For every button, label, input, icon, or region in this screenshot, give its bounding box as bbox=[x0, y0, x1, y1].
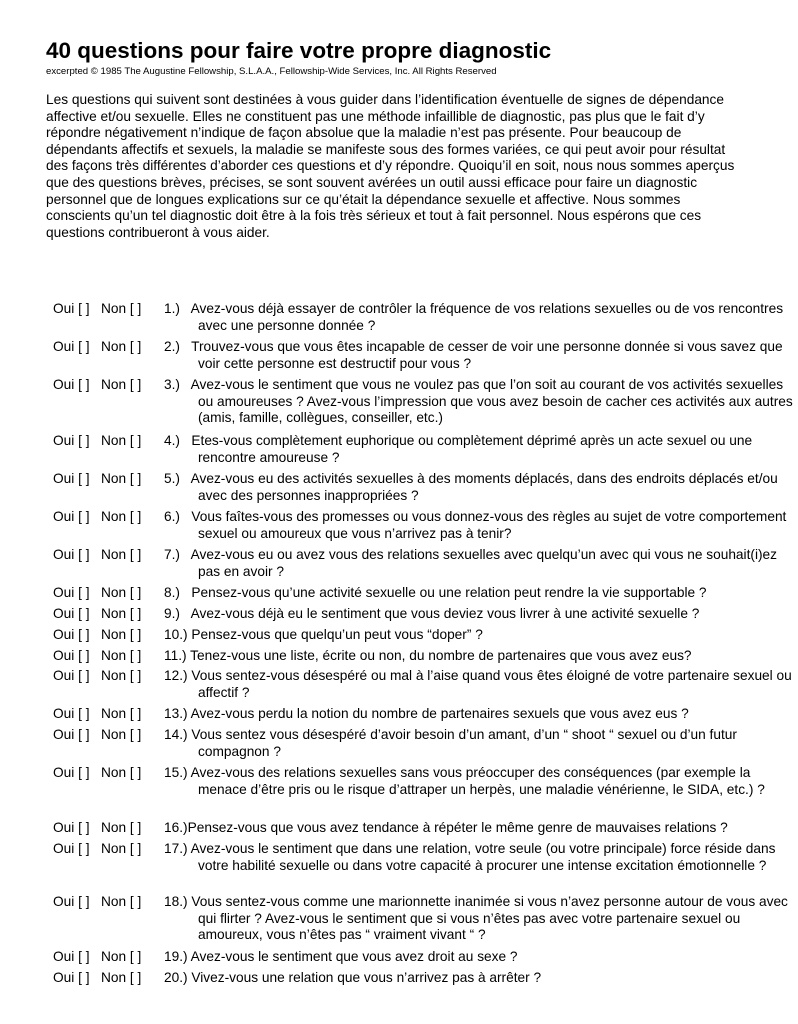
oui-checkbox[interactable]: Oui [ ] bbox=[53, 627, 90, 642]
question-text: 4.) Etes-vous complètement euphorique ou complètement déprimé après un acte sexuel ou une rencontre amoureuse ? bbox=[164, 433, 756, 465]
non-checkbox[interactable]: Non [ ] bbox=[101, 706, 142, 721]
question-row bbox=[0, 301, 791, 334]
question-text: 9.) Avez-vous déjà eu le sentiment que vous deviez vous livrer à une activité sexuelle ? bbox=[164, 606, 700, 621]
oui-checkbox[interactable]: Oui [ ] bbox=[53, 668, 90, 683]
oui-checkbox[interactable]: Oui [ ] bbox=[53, 648, 90, 663]
question-row bbox=[0, 339, 791, 372]
question-text: 2.) Trouvez-vous que vous êtes incapable de cesser de voir une personne donnée si vous savez que voir cette personne est destructif pour vous ? bbox=[164, 339, 787, 371]
question-row bbox=[0, 627, 791, 644]
non-checkbox[interactable]: Non [ ] bbox=[101, 606, 142, 621]
oui-checkbox[interactable]: Oui [ ] bbox=[53, 509, 90, 524]
question-row bbox=[0, 765, 791, 798]
non-checkbox[interactable]: Non [ ] bbox=[101, 648, 142, 663]
oui-checkbox[interactable]: Oui [ ] bbox=[53, 471, 90, 486]
question-text: 16.)Pensez-vous que vous avez tendance à répéter le même genre de mauvaises relations ? bbox=[164, 820, 728, 835]
question-row bbox=[0, 894, 791, 944]
question-row bbox=[0, 841, 791, 874]
question-row bbox=[0, 606, 791, 623]
question-text: 11.) Tenez-vous une liste, écrite ou non, du nombre de partenaires que vous avez eus? bbox=[164, 648, 692, 663]
question-text: 20.) Vivez-vous une relation que vous n’arrivez pas à arrêter ? bbox=[164, 970, 542, 985]
oui-checkbox[interactable]: Oui [ ] bbox=[53, 841, 90, 856]
question-text: 18.) Vous sentez-vous comme une marionnette inanimée si vous n’avez personne autour de vous avec qui flirter ? Avez-vous le sentiment que si vous n’êtes pas avec votre partenaire sexuel ou amoureux, vous n’êtes pas “ vraiment vivant “ ? bbox=[164, 894, 792, 943]
question-row bbox=[0, 727, 791, 760]
question-text: 8.) Pensez-vous qu’une activité sexuelle ou une relation peut rendre la vie supportable ? bbox=[164, 585, 707, 600]
copyright-notice: excerpted © 1985 The Augustine Fellowship, S.L.A.A., Fellowship-Wide Services, Inc. All Rights Reserved bbox=[46, 66, 497, 77]
non-checkbox[interactable]: Non [ ] bbox=[101, 820, 142, 835]
question-row bbox=[0, 433, 791, 466]
oui-checkbox[interactable]: Oui [ ] bbox=[53, 727, 90, 742]
question-row bbox=[0, 377, 797, 427]
non-checkbox[interactable]: Non [ ] bbox=[101, 471, 142, 486]
question-text: 14.) Vous sentez vous désespéré d’avoir besoin d’un amant, d’un “ shoot “ sexuel ou d’un futur compagnon ? bbox=[164, 727, 741, 759]
non-checkbox[interactable]: Non [ ] bbox=[101, 841, 142, 856]
non-checkbox[interactable]: Non [ ] bbox=[101, 585, 142, 600]
non-checkbox[interactable]: Non [ ] bbox=[101, 547, 142, 562]
oui-checkbox[interactable]: Oui [ ] bbox=[53, 765, 90, 780]
question-text: 12.) Vous sentez-vous désespéré ou mal à l’aise quand vous êtes éloigné de votre partenaire sexuel ou affectif ? bbox=[164, 668, 796, 700]
oui-checkbox[interactable]: Oui [ ] bbox=[53, 585, 90, 600]
non-checkbox[interactable]: Non [ ] bbox=[101, 627, 142, 642]
question-row bbox=[0, 706, 791, 723]
oui-checkbox[interactable]: Oui [ ] bbox=[53, 820, 90, 835]
oui-checkbox[interactable]: Oui [ ] bbox=[53, 606, 90, 621]
non-checkbox[interactable]: Non [ ] bbox=[101, 509, 142, 524]
non-checkbox[interactable]: Non [ ] bbox=[101, 727, 142, 742]
question-text: 7.) Avez-vous eu ou avez vous des relations sexuelles avec quelqu’un avec qui vous ne souhait(i)ez pas en avoir ? bbox=[164, 547, 781, 579]
question-text: 10.) Pensez-vous que quelqu’un peut vous “doper” ? bbox=[164, 627, 483, 642]
question-text: 13.) Avez-vous perdu la notion du nombre de partenaires sexuels que vous avez eus ? bbox=[164, 706, 689, 721]
oui-checkbox[interactable]: Oui [ ] bbox=[53, 339, 90, 354]
oui-checkbox[interactable]: Oui [ ] bbox=[53, 970, 90, 985]
question-row bbox=[0, 547, 791, 580]
question-text: 3.) Avez-vous le sentiment que vous ne voulez pas que l’on soit au courant de vos activités sexuelles ou amoureuses ? Avez-vous l’impression que vous avez besoin de cacher ces activités aux autres (amis, famille, collègues, conseiller, etc.) bbox=[164, 377, 797, 426]
question-text: 1.) Avez-vous déjà essayer de contrôler la fréquence de vos relations sexuelles ou de vos rencontres avec une personne donnée ? bbox=[164, 301, 787, 333]
non-checkbox[interactable]: Non [ ] bbox=[101, 970, 142, 985]
non-checkbox[interactable]: Non [ ] bbox=[101, 668, 142, 683]
non-checkbox[interactable]: Non [ ] bbox=[101, 433, 142, 448]
non-checkbox[interactable]: Non [ ] bbox=[101, 894, 142, 909]
question-text: 6.) Vous faîtes-vous des promesses ou vous donnez-vous des règles au sujet de votre comportement sexuel ou amoureux que vous n’arrivez pas à tenir? bbox=[164, 509, 791, 541]
question-row bbox=[0, 585, 791, 602]
oui-checkbox[interactable]: Oui [ ] bbox=[53, 949, 90, 964]
question-row bbox=[0, 471, 791, 504]
question-row bbox=[0, 509, 791, 542]
intro-paragraph: Les questions qui suivent sont destinées à vous guider dans l’identification éventuelle de signes de dépendance affective et/ou sexuelle. Elles ne constituent pas une méthode infaillible de diagnostic, pas plus que le fait d’y répondre négativement n’indique de façon absolue que la maladie n’est pas présente. Pour beaucoup de dépendants affectifs et sexuels, la maladie se manifeste sous des formes variées, ce qui peut avoir pour résultat des façons très différentes d’aborder ces questions et d’y répondre. Quoiqu’il en soit, nous nous sommes aperçus que des questions brèves, précises, se sont souvent avérées un outil aussi efficace pour faire un diagnostic personnel que de longues explications sur ce qu’était la dépendance sexuelle et affective. Nous sommes conscients qu’un tel diagnostic doit être à la fois très sérieux et tout à fait personnel. Nous espérons que ces questions contribueront à vous aider. bbox=[46, 92, 735, 240]
non-checkbox[interactable]: Non [ ] bbox=[101, 949, 142, 964]
question-row bbox=[0, 668, 796, 701]
oui-checkbox[interactable]: Oui [ ] bbox=[53, 433, 90, 448]
non-checkbox[interactable]: Non [ ] bbox=[101, 377, 142, 392]
question-text: 15.) Avez-vous des relations sexuelles sans vous préoccuper des conséquences (par exemple la menace d’être pris ou le risque d’attraper un herpès, une maladie vénérienne, le SIDA, etc.) ? bbox=[164, 765, 765, 797]
question-row bbox=[0, 820, 791, 837]
question-row bbox=[0, 970, 791, 987]
page-title: 40 questions pour faire votre propre diagnostic bbox=[46, 38, 552, 63]
oui-checkbox[interactable]: Oui [ ] bbox=[53, 377, 90, 392]
oui-checkbox[interactable]: Oui [ ] bbox=[53, 301, 90, 316]
non-checkbox[interactable]: Non [ ] bbox=[101, 301, 142, 316]
question-text: 17.) Avez-vous le sentiment que dans une relation, votre seule (ou votre principale) force réside dans votre habilité sexuelle ou dans votre capacité à procurer une intense excitation émotionnelle ? bbox=[164, 841, 780, 873]
question-row bbox=[0, 648, 791, 665]
oui-checkbox[interactable]: Oui [ ] bbox=[53, 894, 90, 909]
non-checkbox[interactable]: Non [ ] bbox=[101, 339, 142, 354]
question-row bbox=[0, 949, 791, 966]
non-checkbox[interactable]: Non [ ] bbox=[101, 765, 142, 780]
question-text: 19.) Avez-vous le sentiment que vous avez droit au sexe ? bbox=[164, 949, 518, 964]
oui-checkbox[interactable]: Oui [ ] bbox=[53, 706, 90, 721]
question-text: 5.) Avez-vous eu des activités sexuelles à des moments déplacés, dans des endroits déplacés et/ou avec des personnes inappropriées ? bbox=[164, 471, 782, 503]
oui-checkbox[interactable]: Oui [ ] bbox=[53, 547, 90, 562]
